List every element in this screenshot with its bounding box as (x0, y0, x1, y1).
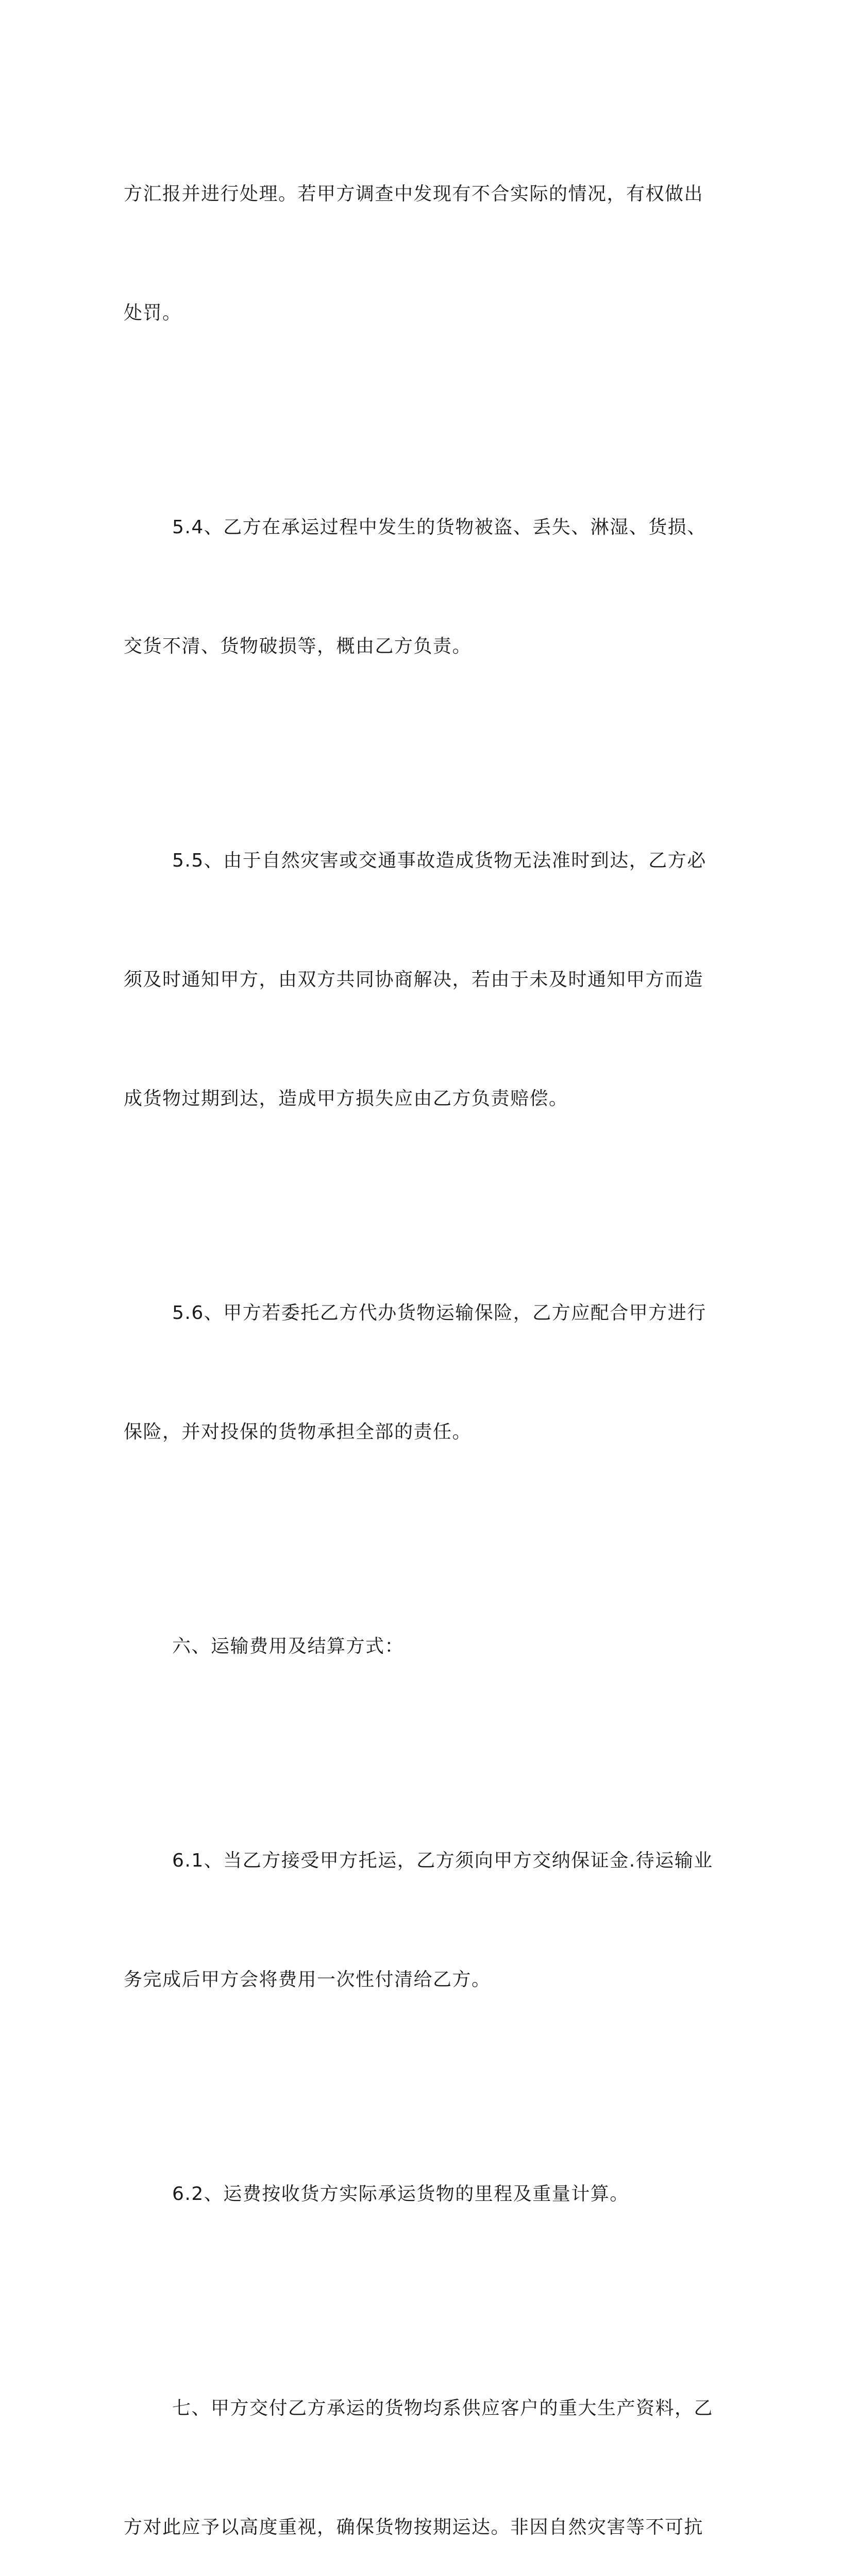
text-line: 交货不清、货物破损等，概由乙方负责。 (124, 636, 472, 657)
text-line: 处罚。 (124, 302, 182, 324)
text-line: 须及时通知甲方，由双方共同协商解决，若由于未及时通知甲方而造 (124, 969, 704, 990)
paragraph-5-3-continuation (124, 95, 711, 412)
heading-line: 六、运输费用及结算方式： (172, 1636, 405, 1657)
section-heading-6 (124, 1547, 711, 1745)
text-line: 保险，并对投保的货物承担全部的责任。 (124, 1421, 472, 1443)
text-line: 5.5、由于自然灾害或交通事故造成货物无法准时到达，乙方必 (172, 850, 707, 871)
paragraph-5-6 (124, 1214, 711, 1531)
text-line: 方汇报并进行处理。若甲方调查中发现有不合实际的情况，有权做出 (124, 183, 704, 205)
text-line: 方对此应予以高度重视，确保货物按期运达。非因自然灾害等不可抗 (124, 2517, 704, 2538)
text-line: 成货物过期到达，造成甲方损失应由乙方负责赔偿。 (124, 1088, 568, 1109)
paragraph-7 (124, 2309, 714, 2576)
text-line: 5.4、乙方在承运过程中发生的货物被盗、丢失、淋湿、货损、 (172, 517, 707, 538)
text-line: 务完成后甲方会将费用一次性付清给乙方。 (124, 1969, 491, 1990)
paragraph-5-4 (124, 428, 711, 745)
paragraph-6-2 (124, 2095, 711, 2293)
text-line: 5.6、甲方若委托乙方代办货物运输保险，乙方应配合甲方进行 (172, 1302, 707, 1324)
document-body (124, 95, 714, 2576)
text-line: 6.1、当乙方接受甲方托运，乙方须向甲方交纳保证金.待运输业 (172, 1850, 713, 1871)
paragraph-5-5 (124, 761, 711, 1198)
paragraph-6-1 (124, 1761, 711, 2079)
text-line: 6.2、运费按收货方实际承运货物的里程及重量计算。 (172, 2183, 629, 2205)
text-line: 七、甲方交付乙方承运的货物均系供应客户的重大生产资料，乙 (172, 2398, 714, 2419)
